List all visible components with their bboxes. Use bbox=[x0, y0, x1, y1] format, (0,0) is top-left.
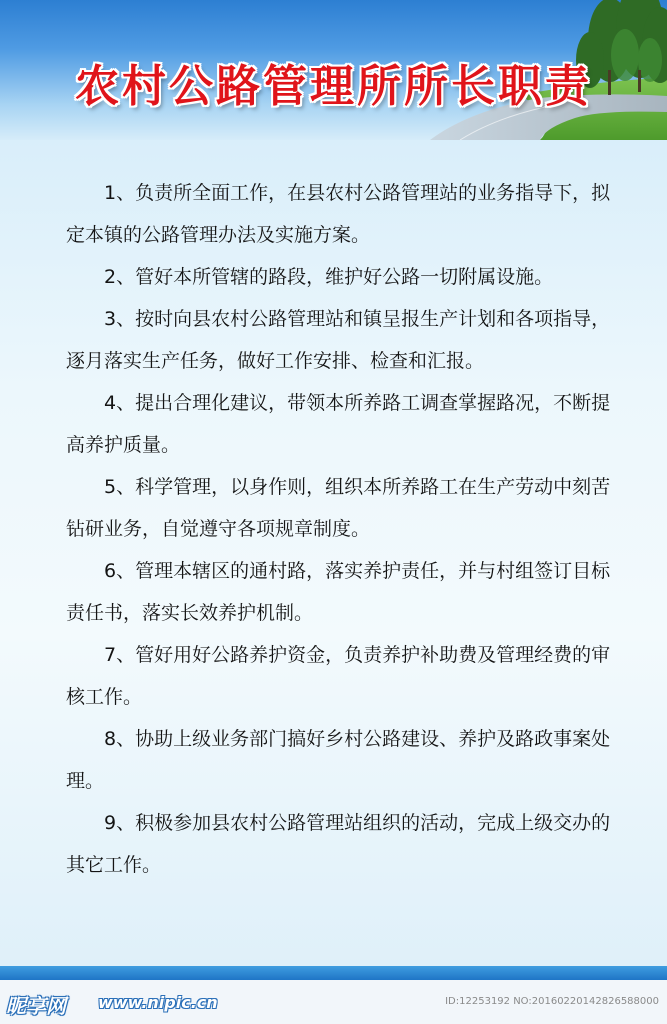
duty-item-8: 8、协助上级业务部门搞好乡村公路建设、养护及路政事案处理。 bbox=[66, 728, 611, 792]
duty-item-5: 5、科学管理，以身作则，组织本所养路工在生产劳动中刻苦钻研业务，自觉遵守各项规章制度。 bbox=[66, 476, 611, 540]
duty-item-7: 7、管好用好公路养护资金，负责养护补助费及管理经费的审核工作。 bbox=[66, 644, 611, 708]
bottom-bar bbox=[0, 966, 667, 980]
duty-item-9: 9、积极参加县农村公路管理站组织的活动，完成上级交办的其它工作。 bbox=[66, 812, 611, 876]
header-banner bbox=[0, 0, 667, 140]
duty-item-3: 3、按时向县农村公路管理站和镇呈报生产计划和各项指导，逐月落实生产任务，做好工作安排、检查和汇报。 bbox=[66, 308, 611, 372]
duty-item-2: 2、管好本所管辖的路段，维护好公路一切附属设施。 bbox=[104, 266, 554, 288]
watermark-id: ID:12253192 NO:20160220142826588000 bbox=[445, 996, 659, 1007]
page-title: 农村公路管理所所长职责 bbox=[75, 61, 592, 112]
duty-item-1: 1、负责所全面工作，在县农村公路管理站的业务指导下，拟定本镇的公路管理办法及实施方案。 bbox=[66, 182, 611, 246]
watermark-logo: 昵享网 bbox=[6, 994, 66, 1018]
duties-list bbox=[66, 172, 614, 886]
duty-item-6: 6、管理本辖区的通村路，落实养护责任，并与村组签订目标责任书，落实长效养护机制。 bbox=[66, 560, 611, 624]
duty-item-4: 4、提出合理化建议，带领本所养路工调查掌握路况，不断提高养护质量。 bbox=[66, 392, 611, 456]
watermark-url: www.nipic.cn bbox=[98, 993, 218, 1012]
watermark-strip bbox=[0, 980, 667, 1024]
